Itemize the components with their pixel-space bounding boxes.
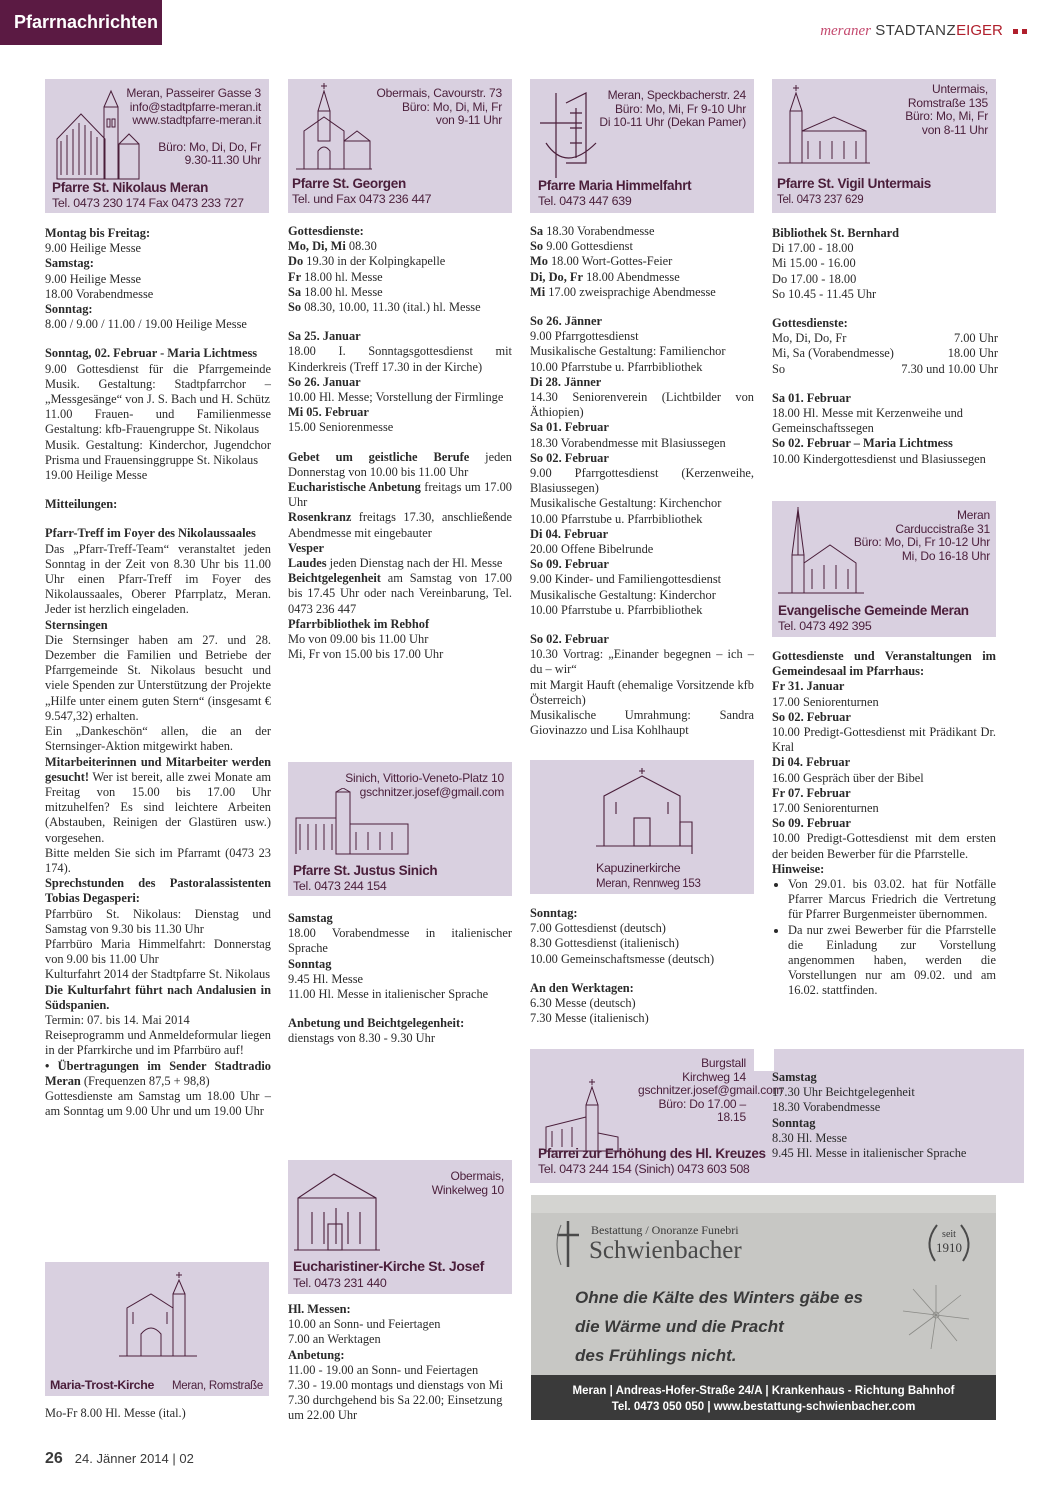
- parish-box-vigil: Untermais, Romstraße 135 Büro: Mo, Mi, Fr von 8-11 Uhr Pfarre St. Vigil Untermais Tel. 0473 237 629: [772, 79, 996, 213]
- parish-title: Pfarre St. Nikolaus Meran: [52, 180, 209, 195]
- page-number: 26: [45, 1450, 63, 1467]
- church-drawing-icon: [776, 505, 866, 595]
- page-footer: [45, 1450, 194, 1468]
- parish-phone: Tel. 0473 244 154 (Sinich) 0473 603 508: [538, 1162, 750, 1176]
- cross-icon: [553, 1219, 583, 1269]
- parish-box-georgen: Obermais, Cavourstr. 73 Büro: Mo, Di, Mi, Fr von 9-11 Uhr Pfarre St. Georgen Tel. und Fax 0473 236 447: [288, 79, 512, 213]
- parish-box-nikolaus: Meran, Passeirer Gasse 3 info@stadtpfarre-meran.it www.stadtpfarre-meran.it Büro: Mo, Di, Do, Fr 9.30-11.30 Uhr Pfarre St. Nikolaus Meran Tel. 0473 230 174 Fax 0473 233 727: [45, 79, 269, 213]
- church-drawing-icon: [542, 1077, 622, 1157]
- parish-box-mariatrost: [45, 1262, 269, 1396]
- ad-contact-bar: Meran | Andreas-Hofer-Straße 24/A | Krankenhaus - Richtung Bahnhof Tel. 0473 050 050 | www.bestattung-schwienbacher.com: [531, 1375, 996, 1420]
- parish-title: Pfarre Maria Himmelfahrt: [538, 178, 692, 193]
- column-3: Sa 18.30 Vorabendmesse So 9.00 Gottesdienst Mo 18.00 Wort-Gottes-Feier Di, Do, Fr 18.00 Abendmesse Mi 17.00 zweisprachige Abendmesse So 26. Jänner 9.00 Pfarrgottesdienst Musikalische Gestaltung: Familienchor 10.00 Pfarrstube u. Pfarrbibliothek Di 28. Jänner 14.30 Seniorenverein (Lichtbilder von Äthiopien) Sa 01. Februar 18.30 Vorabendmesse mit Blasiussegen So 02. Februar 9.00 Pfarrgottesdienst (Kerzenweihe, Blasiussegen) Musikalische Gestaltung: Kirchenchor 10.00 Pfarrstube u. Pfarrbibliothek Di 04. Februar 20.00 Offene Bibelrunde So 09. Februar 9.00 Kinder- und Familiengottesdienst Musikalische Gestaltung: Kinderchor 10.00 Pfarrstube u. Pfarrbibliothek So 02. Februar 10.30 Vortrag: „Einander begegnen – ich – du – wir“ mit Margit Hauft (ehemalige Vorsitzende kfb Österreich) Musikalische Umrahmung: Sandra Giovinazzo und Lisa Kohlhaupt: [530, 224, 754, 738]
- parish-box-evang: Meran Carduccistraße 31 Büro: Mo, Di, Fr 10-12 Uhr Mi, Do 16-18 Uhr Evangelische Gemeinde Meran Tel. 0473 492 395: [772, 501, 996, 637]
- parish-phone: Tel. 0473 230 174 Fax 0473 233 727: [52, 196, 244, 210]
- column-4: Bibliothek St. Bernhard Di 17.00 - 18.00 Mi 15.00 - 16.00 Do 17.00 - 18.00 So 10.45 - 11.45 Uhr Gottesdienste: Mo, Di, Do, Fr 7.00 Uhr Mi, Sa (Vorabendmesse) 18.00 Uhr So 7.30 und 10.00 Uhr Sa 01. Februar 18.00 Hl. Messe mit Kerzenweihe und Gemeinschaftssegen So 02. Februar – Maria Lichtmess 10.00 Kindergottesdienst und Blasiussegen: [772, 226, 998, 466]
- funeral-ad: Bestattung / Onoranze Funebri Schwienbacher seit 1910 Ohne die Kälte des Winters gäbe es die Wärme und die Pracht des Frühlings nicht. Meran | Andreas-Hofer-Straße 24/A | Krankenhaus - Richtung Bahnhof Tel. 0473 050 050 | www.bestattung-schwienbacher.com: [531, 1195, 996, 1420]
- justus-text: Samstag 18.00 Vorabendmesse in italienischer Sprache Sonntag 9.45 Hl. Messe 11.00 Hl. Messe in italienischer Sprache Anbetung und Beichtgelegenheit: dienstags von 8.30 - 9.30 Uhr: [288, 911, 512, 1046]
- parish-box-justus: Sinich, Vittorio-Veneto-Platz 10 gschnitzer.josef@gmail.com Pfarre St. Justus Sinich Tel. 0473 244 154: [288, 762, 512, 896]
- parish-phone: Tel. und Fax 0473 236 447: [292, 192, 432, 206]
- parish-box-burgstall: Burgstall Kirchweg 14 gschnitzer.josef@gmail.com Büro: Do 17.00 – 18.15 Pfarrei zur Erhöhung des Hl. Kreuzes Tel. 0473 244 154 (Sinich) 0473 603 508: [530, 1049, 1024, 1183]
- church-address: Meran, Rennweg 153: [596, 878, 701, 890]
- column-1: Montag bis Freitag: 9.00 Heilige Messe Samstag: 9.00 Heilige Messe 18.00 Vorabendmesse Sonntag: 8.00 / 9.00 / 11.00 / 19.00 Heilige Messe Sonntag, 02. Februar - Maria Lichtmess 9.00 Gottesdienst für die Pfarrgemeinde Musik. Gestaltung: Stadtpfarrchor – „Messgesänge“ von J. S. Bach und H. Schütz 11.00 Frauen- und Familienmesse Gestaltung: kfb-Frauengruppe St. Nikolaus Musik. Gestaltung: Kinderchor, Jugendchor Prisma und Frauensinggruppe St. Nikolaus 19.00 Heilige Messe Mitteilungen: Pfarr-Treff im Foyer des Nikolaussaales Das „Pfarr-Treff-Team“ veranstaltet jeden Sonntag in der Zeit von 8.30 Uhr bis 11.00 Uhr einen Pfarr-Treff im Foyer des Nikolaussaales, Oberer Pfarrplatz, Meran. Jeder ist herzlich eingeladen. Sternsingen Die Sternsinger haben am 27. und 28. Dezember die Familien und Betriebe der Pfarrgemeinde St. Nikolaus besucht und viele Spenden zur Unterstützung der Projekte „Hilfe unter einem guten Stern“ (insgesamt € 9.547,32) erhalten. Ein „Dankeschön“ allen, die an der Sternsinger-Aktion mitgewirkt haben. Mitarbeiterinnen und Mitarbeiter werden gesucht! Wer ist bereit, alle zwei Monate am Freitag von 15.00 bis 17.00 Uhr mitzuhelfen? Es sind leichtere Arbeiten (Abstauben, Reinigen der Glastüren usw.) vorgesehen. Bitte melden Sie sich im Pfarramt (0473 23 174). Sprechstunden des Pastoralassistenten Tobias Degasperi: Pfarrbüro St. Nikolaus: Dienstag und Samstag von 9.30 bis 11.30 Uhr Pfarrbüro Maria Himmelfahrt: Donnerstag von 9.00 bis 11.00 Uhr Kulturfahrt 2014 der Stadtpfarre St. Nikolaus Die Kulturfahrt führt nach Andalusien in Südspanien. Termin: 07. bis 14. Mai 2014 Reiseprogramm und Anmeldeformular liegen in der Pfarrkirche und im Pfarrbüro auf! • Übertragungen im Sender Stadtradio Meran (Frequenzen 87,5 + 98,8) Gottesdienste am Samstag um 18.00 Uhr – am Sonntag um 9.00 Uhr und um 19.00 Uhr: [45, 226, 271, 1119]
- column-2: Gottesdienste: Mo, Di, Mi 08.30 Do 19.30 in der Kolpingkapelle Fr 18.00 hl. Messe Sa 18.00 hl. Messe So 08.30, 10.00, 11.30 (ital.) hl. Messe Sa 25. Januar 18.00 I. Sonntagsgottesdienst mit Kinderkreis (Treff 17.30 in der Kirche) So 26. Januar 10.00 Hl. Messe; Vorstellung der Firmlinge Mi 05. Februar 15.00 Seniorenmesse Gebet um geistliche Berufe jeden Donnerstag von 10.00 bis 11.00 Uhr Eucharistische Anbetung freitags um 17.00 Uhr Rosenkranz freitags 17.30, anschließende Abendmesse mit eingebauter Vesper Laudes jeden Dienstag nach der Hl. Messe Beichtgelegenheit am Samstag von 17.00 bis 17.45 Uhr oder nach Vereinbarung, Tel. 0473 236 447 Pfarrbibliothek im Rebhof Mo von 09.00 bis 11.00 Uhr Mi, Fr von 15.00 bis 17.00 Uhr: [288, 224, 512, 662]
- parish-box-josef: Obermais, Winkelweg 10 Eucharistiner-Kirche St. Josef Tel. 0473 231 440: [288, 1160, 512, 1294]
- kapuziner-text: Sonntag: 7.00 Gottesdienst (deutsch) 8.30 Gottesdienst (italienisch) 10.00 Gemeinschaftsmesse (deutsch) An den Werktagen: 6.30 Messe (deutsch) 7.30 Messe (italienisch): [530, 906, 715, 1026]
- ad-company-name: Schwienbacher: [589, 1237, 742, 1264]
- mariatrost-text: Mo-Fr 8.00 Hl. Messe (ital.): [45, 1406, 186, 1420]
- brand-logo: meraner STADTANZEIGER: [820, 22, 1027, 40]
- parish-title: Pfarre St. Georgen: [292, 176, 406, 191]
- church-drawing-icon: [117, 1268, 207, 1368]
- burgstall-text: Samstag 17.30 Uhr Beichtgelegenheit 18.30 Vorabendmesse Sonntag 8.30 Hl. Messe 9.45 Hl. Messe in italienischer Sprache: [772, 1070, 967, 1161]
- issue-date: 24. Jänner 2014 | 02: [74, 1451, 194, 1466]
- church-drawing-icon: [536, 83, 606, 183]
- parish-phone: Tel. 0473 244 154: [293, 879, 387, 893]
- parish-phone: Tel. 0473 447 639: [538, 194, 632, 208]
- parish-title: Pfarre St. Vigil Untermais: [777, 176, 932, 191]
- section-tab: [0, 0, 162, 45]
- parish-box-himmelfahrt: Meran, Speckbacherstr. 24 Büro: Mo, Mi, Fr 9-10 Uhr Di 10-11 Uhr (Dekan Pamer) Pfarre Maria Himmelfahrt Tel. 0473 447 639: [530, 79, 754, 213]
- parish-title: Pfarrei zur Erhöhung des Hl. Kreuzes: [538, 1146, 766, 1161]
- josef-text: Hl. Messen: 10.00 an Sonn- und Feiertagen 7.00 an Werktagen Anbetung: 11.00 - 19.00 an Sonn- und Feiertagen 7.30 - 19.00 montags und dienstags von Mi 7.30 durchgehend bis Sa 22.00; Einsetzung um 22.00 Uhr: [288, 1302, 504, 1423]
- church-drawing-icon: [294, 81, 374, 181]
- parish-title: Pfarre St. Justus Sinich: [293, 863, 438, 878]
- church-title: Maria-Trost-Kirche: [50, 1378, 155, 1392]
- section-title: Pfarrnachrichten: [14, 12, 159, 32]
- church-title: Kapuzinerkirche: [596, 861, 681, 875]
- ad-slogan: Ohne die Kälte des Winters gäbe es die Wärme und die Pracht des Frühlings nicht.: [575, 1288, 863, 1365]
- church-drawing-icon: [776, 81, 871, 171]
- parish-title: Eucharistiner-Kirche St. Josef: [293, 1258, 484, 1274]
- church-address: Meran, Romstraße: [171, 1380, 263, 1392]
- parish-box-kapuziner: [530, 760, 754, 894]
- parish-phone: Tel. 0473 237 629: [777, 194, 864, 206]
- seal-laurel: seit 1910: [921, 1217, 977, 1267]
- church-drawing-icon: [594, 766, 694, 856]
- dandelion-icon: [891, 1275, 981, 1365]
- parish-title: Evangelische Gemeinde Meran: [778, 603, 969, 618]
- parish-phone: Tel. 0473 492 395: [778, 619, 872, 633]
- parish-phone: Tel. 0473 231 440: [293, 1276, 387, 1290]
- church-drawing-icon: [292, 1164, 382, 1254]
- evang-text: Gottesdienste und Veranstaltungen im Gemeindesaal im Pfarrhaus: Fr 31. Januar 17.00 Seniorenturnen So 02. Februar 10.00 Predigt-Gottesdienst mit Prädikant Dr. Kral Di 04. Februar 16.00 Gespräch über der Bibel Fr 07. Februar 17.00 Seniorenturnen So 09. Februar 10.00 Predigt-Gottesdienst mit dem ersten der beiden Bewerber für die Pfarrstelle. Hinweise: • Von 29.01. bis 03.02. hat für Notfälle Pfarrer Marcus Friedrich die Vertretung für Pfarrer Burgenmeister übernommen. • Da nur zwei Bewerber für die Pfarrstelle die Einladung zur Vorstellung angenommen haben, werden die Vorstellungen nur am 09.02. und am 16.02. stattfinden.: [772, 649, 996, 999]
